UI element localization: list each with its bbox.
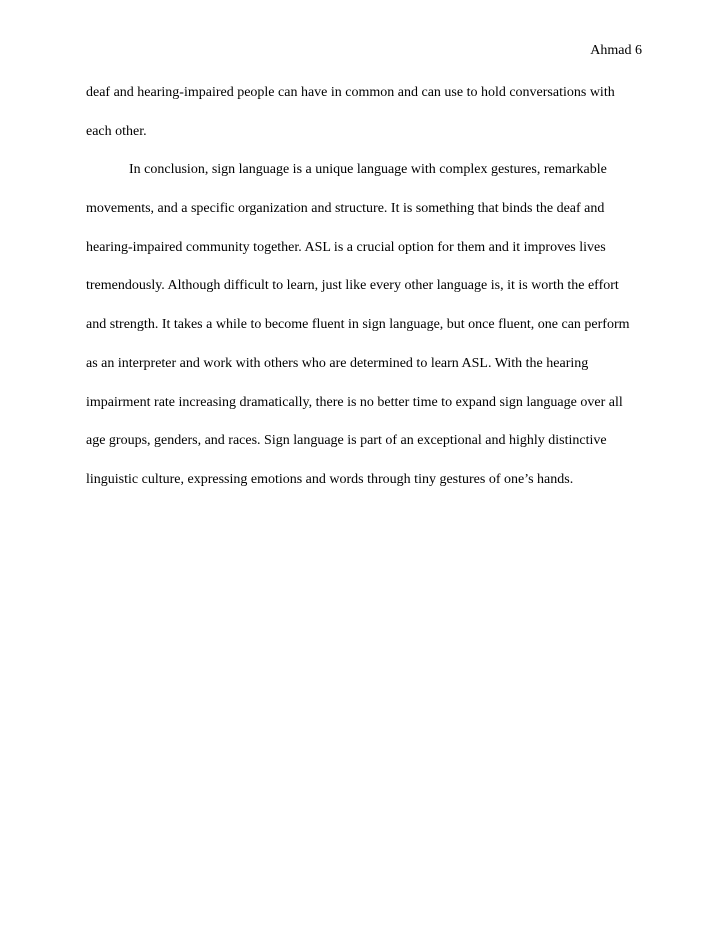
text-line: as an interpreter and work with others who are determined to learn ASL. With the hearing [86,355,589,371]
running-head: Ahmad 6 [590,43,642,58]
body-text [86,84,646,510]
text-line: and strength. It takes a while to become fluent in sign language, but once fluent, one can perform [86,317,630,333]
text-line: hearing-impaired community together. ASL is a crucial option for them and it improves lives [86,239,606,255]
paragraph-start-line: In conclusion, sign language is a unique language with complex gestures, remarkable [129,162,607,178]
text-line: impairment rate increasing dramatically, there is no better time to expand sign language over all [86,394,623,410]
text-line: movements, and a specific organization and structure. It is something that binds the deaf and [86,201,605,217]
text-line: each other. [86,123,147,139]
text-line: deaf and hearing-impaired people can have in common and can use to hold conversations with [86,85,615,100]
text-line: age groups, genders, and races. Sign language is part of an exceptional and highly distinctive [86,433,607,449]
text-line: tremendously. Although difficult to learn, just like every other language is, it is worth the effort [86,278,619,294]
text-line: linguistic culture, expressing emotions and words through tiny gestures of one’s hands. [86,471,574,487]
